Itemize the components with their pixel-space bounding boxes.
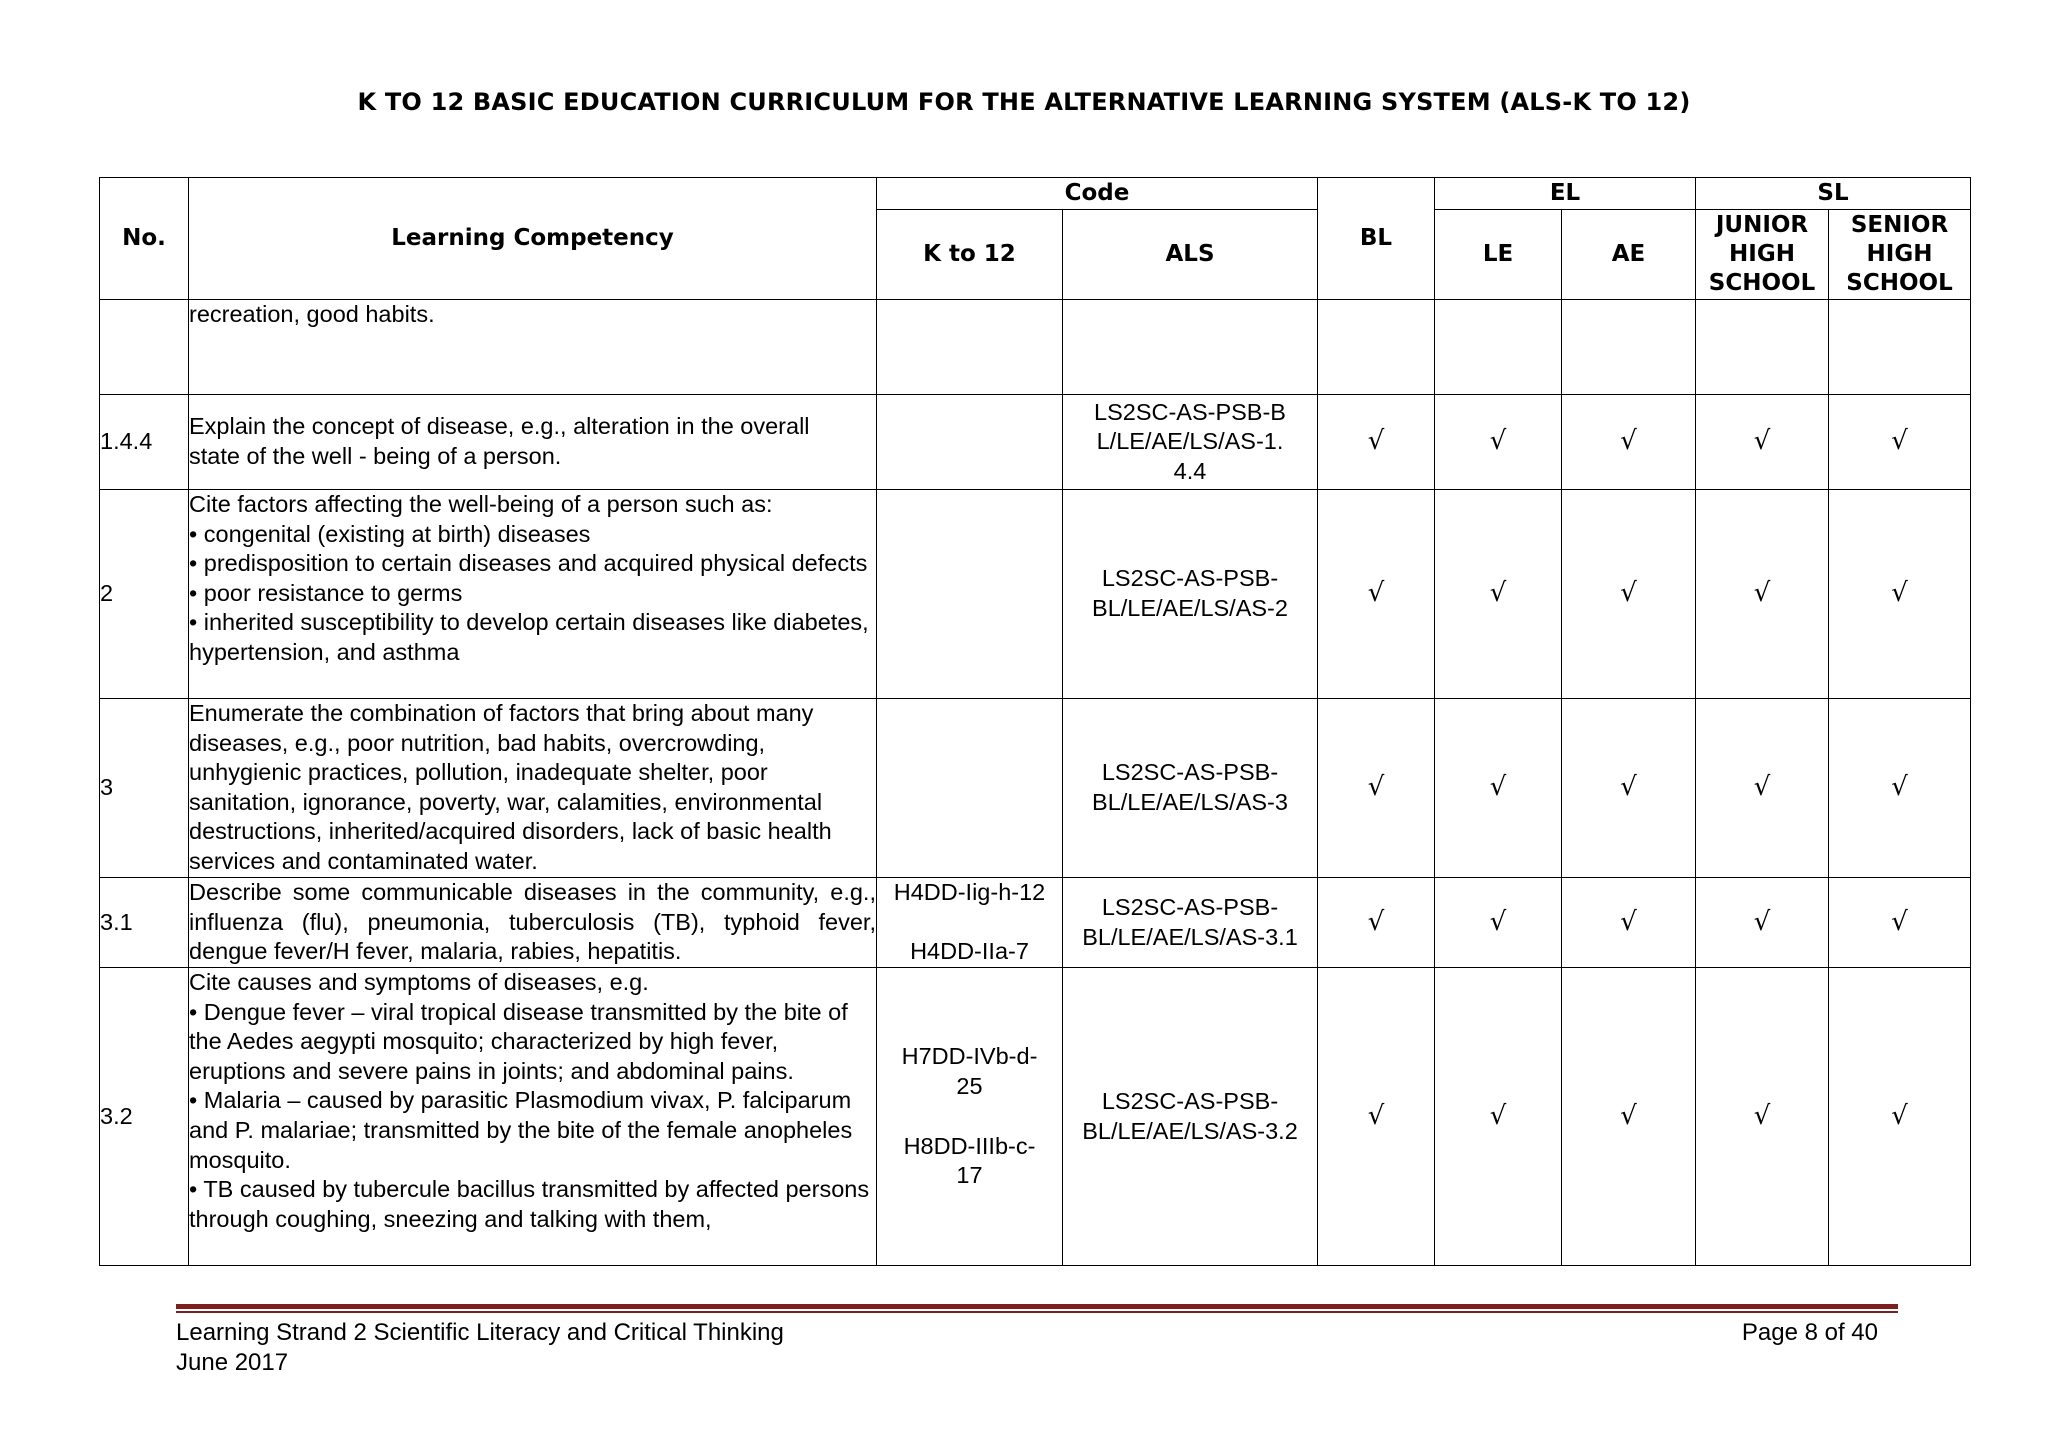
table-row [100,968,1971,1266]
shs-check: √ [1829,490,1971,699]
competency-bullet: • TB caused by tubercule bacillus transmitted by affected persons through coughing, sneezing and talking with them, [189,1176,870,1232]
row-number: 3.1 [100,878,189,968]
header-el: EL [1435,178,1696,210]
k12-code-cell [877,968,1063,1266]
header-code: Code [877,178,1318,210]
document-title: K TO 12 BASIC EDUCATION CURRICULUM FOR THE ALTERNATIVE LEARNING SYSTEM (ALS-K TO 12) [357,88,1691,116]
header-k-to-12: K to 12 [877,210,1063,300]
jhs-check: √ [1696,968,1829,1266]
le-check: √ [1435,968,1562,1266]
header-sl: SL [1696,178,1971,210]
als-code-cell: LS2SC-AS-PSB-BL/LE/AE/LS/AS-3 [1063,699,1318,878]
jhs-check: √ [1696,395,1829,490]
le-check: √ [1435,395,1562,490]
bl-check [1318,300,1435,395]
bl-check: √ [1318,878,1435,968]
ae-check [1562,300,1696,395]
header-no: No. [100,178,189,300]
le-check: √ [1435,699,1562,878]
learning-competency-cell [189,878,877,968]
table-row [100,878,1971,968]
footer-divider [176,1304,1898,1309]
k12-code-cell [877,395,1063,490]
jhs-check: √ [1696,878,1829,968]
row-number: 3.2 [100,968,189,1266]
k12-code: H7DD-IVb-d-25 [901,1043,1038,1099]
competency-bullet: • inherited susceptibility to develop certain diseases like diabetes, hypertension, and asthma [189,609,869,665]
bl-check: √ [1318,699,1435,878]
als-code-cell [1063,300,1318,395]
row-number [100,300,189,395]
competency-text: Explain the concept of disease, e.g., alteration in the overall [189,413,810,440]
row-number: 1.4.4 [100,395,189,490]
k12-code-cell [877,878,1063,968]
le-check: √ [1435,490,1562,699]
row-number: 2 [100,490,189,699]
ae-check: √ [1562,968,1696,1266]
le-check: √ [1435,878,1562,968]
header-als: ALS [1063,210,1318,300]
table-row [100,490,1971,699]
k12-code: H8DD-IIIb-c-17 [903,1132,1036,1189]
ae-check: √ [1562,699,1696,878]
als-code-cell: LS2SC-AS-PSB-BL/LE/AE/LS/AS-3.2 [1063,968,1318,1266]
competency-text: Describe some communicable diseases in the community, e.g., influenza (flu), pneumonia, tuberculosis (TB), typhoid fever, dengue fever/H fever, malaria, rabies, hepatitis. [189,879,876,965]
shs-check: √ [1829,395,1971,490]
competency-text: Enumerate the combination of factors that bring about many diseases, e.g., poor nutrition, bad habits, overcrowding, unhygienic practices, pollution, inadequate shelter, poor sanitation, ignorance, poverty, war, calamities, environmental destructions, inherited/acquired disorders, lack of basic health services and contaminated water. [189,700,832,874]
curriculum-table [99,177,1971,1266]
competency-bullet: • poor resistance to germs [189,579,463,606]
table-row [100,699,1971,878]
competency-text: Cite factors affecting the well-being of a person such as: [189,491,773,517]
shs-check: √ [1829,968,1971,1266]
header-senior-high-school: SENIOR HIGH SCHOOL [1829,210,1971,300]
k12-code: H4DD-IIa-7 [910,937,1029,964]
ae-check: √ [1562,490,1696,699]
shs-check: √ [1829,699,1971,878]
table-row [100,395,1971,490]
competency-text: Cite causes and symptoms of diseases, e.g. [189,969,649,995]
header-bl: BL [1318,178,1435,300]
table-row [100,300,1971,395]
competency-bullet: • Dengue fever – viral tropical disease transmitted by the bite of the Aedes aegypti mosquito; characterized by high fever, eruptions and severe pains in joints; and abdominal pains. [189,998,848,1084]
jhs-check: √ [1696,699,1829,878]
learning-competency-cell [189,300,877,395]
header-ae: AE [1562,210,1696,300]
learning-competency-cell [189,968,877,1266]
k12-code-cell [877,300,1063,395]
bl-check: √ [1318,490,1435,699]
competency-text: recreation, good habits. [189,301,435,327]
jhs-check [1696,300,1829,395]
ae-check: √ [1562,395,1696,490]
competency-text: state of the well - being of a person. [189,443,562,469]
k12-code-cell [877,490,1063,699]
learning-competency-cell [189,395,877,490]
shs-check: √ [1829,878,1971,968]
header-learning-competency: Learning Competency [189,178,877,300]
competency-bullet: • predisposition to certain diseases and acquired physical defects [189,550,868,577]
competency-bullet: • congenital (existing at birth) diseases [189,520,591,547]
bl-check: √ [1318,968,1435,1266]
footer-divider-thin [176,1311,1898,1313]
table-header [100,178,1971,300]
footer-learning-strand: Learning Strand 2 Scientific Literacy and Critical Thinking [176,1319,784,1346]
k12-code: H4DD-Iig-h-12 [893,879,1046,905]
als-code-cell: LS2SC-AS-PSB-BL/LE/AE/LS/AS-1.4.4 [1063,395,1318,490]
shs-check [1829,300,1971,395]
footer-page-number: Page 8 of 40 [1741,1319,1878,1346]
k12-code-cell [877,699,1063,878]
jhs-check: √ [1696,490,1829,699]
competency-bullet: • Malaria – caused by parasitic Plasmodium vivax, P. falciparum and P. malariae; transmitted by the bite of the female anopheles mosquito. [189,1087,853,1173]
bl-check: √ [1318,395,1435,490]
learning-competency-cell [189,490,877,699]
learning-competency-cell [189,699,877,878]
header-le: LE [1435,210,1562,300]
footer-date: June 2017 [176,1349,289,1376]
als-code-cell: LS2SC-AS-PSB-BL/LE/AE/LS/AS-2 [1063,490,1318,699]
row-number: 3 [100,699,189,878]
ae-check: √ [1562,878,1696,968]
le-check [1435,300,1562,395]
header-junior-high-school: JUNIOR HIGH SCHOOL [1696,210,1829,300]
als-code-cell: LS2SC-AS-PSB-BL/LE/AE/LS/AS-3.1 [1063,878,1318,968]
